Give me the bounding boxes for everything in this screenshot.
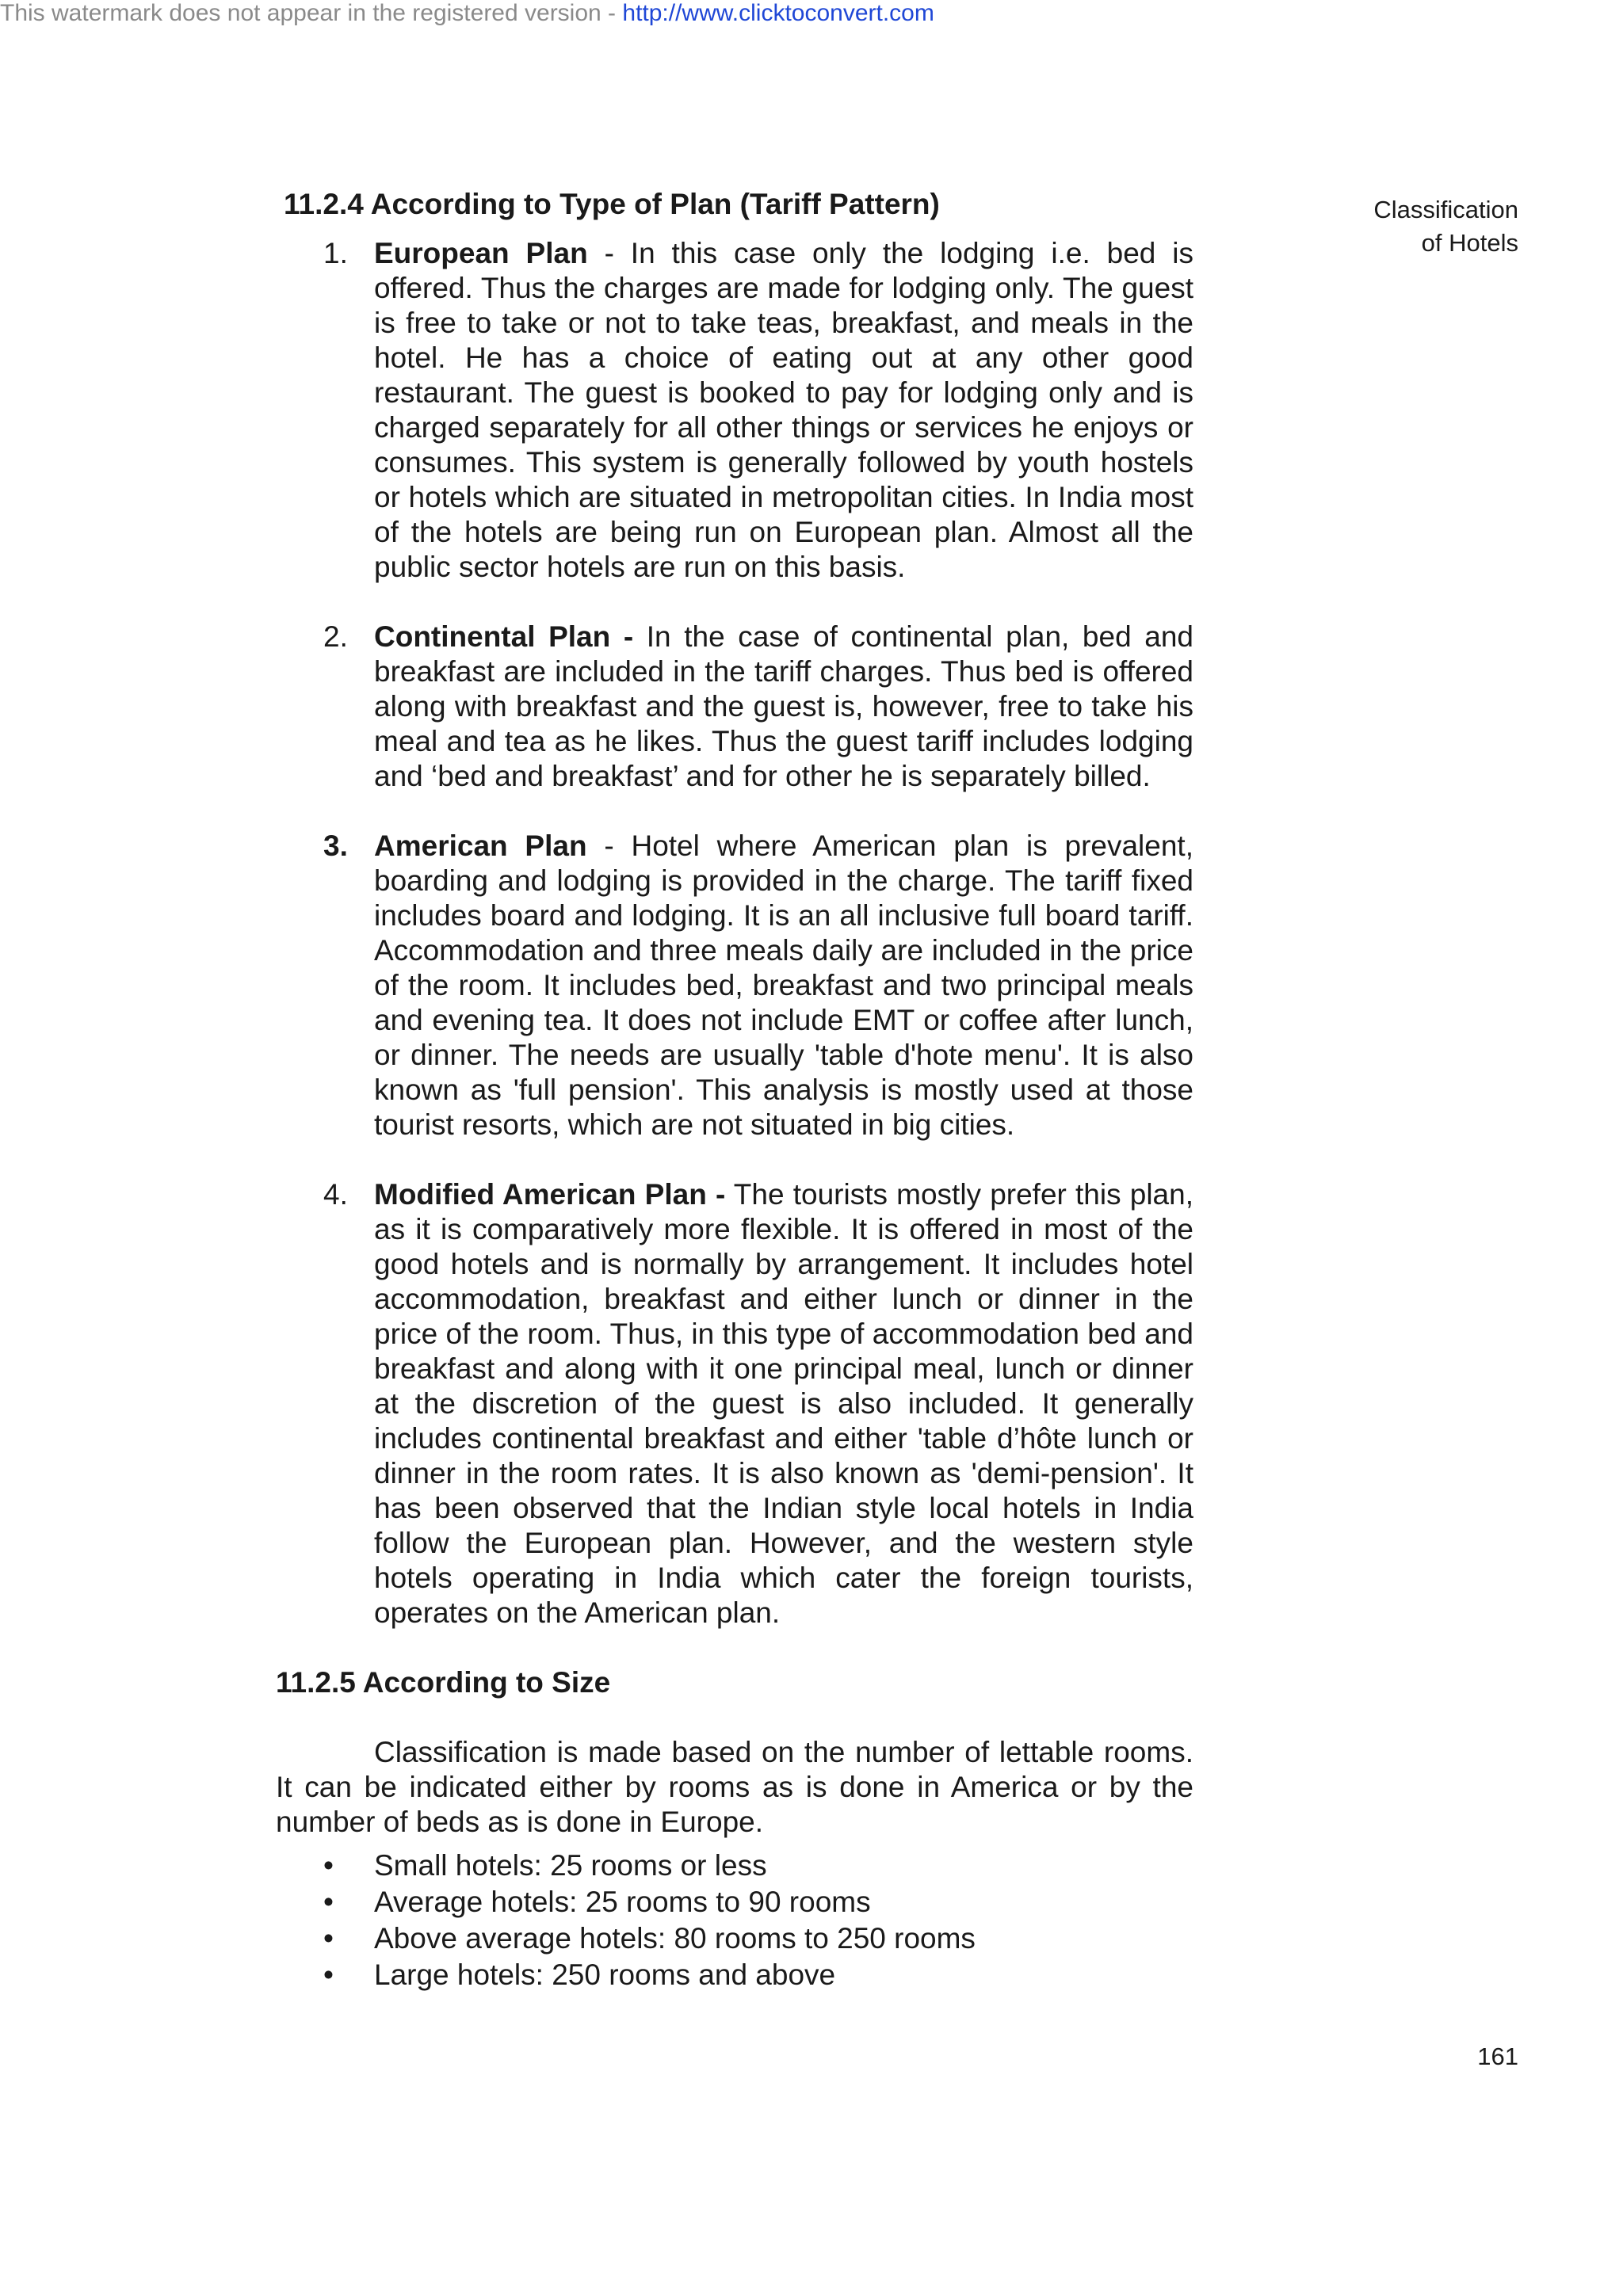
watermark-banner (0, 0, 934, 27)
plan-list (276, 236, 1193, 1630)
list-number: 4. (323, 1178, 348, 1211)
size-intro-paragraph: Classification is made based on the number of lettable rooms. It can be indicated either by rooms as is done in America or by the number of beds as is done in Europe. (276, 1736, 1193, 1838)
bullet-icon: • (323, 1849, 334, 1882)
plan-description: The tourists mostly prefer this plan, as it is comparatively more flexible. It is offered in most of the good hotels and is normally by arrangement. It includes hotel accommodation, breakfast and either lunch or dinner in the price of the room. Thus, in this type of accommodation bed and breakfast and along with it one principal meal, lunch or dinner at the discretion of the guest is also included. It generally includes continental breakfast and either 'table d’hôte lunch or dinner in the room rates. It is also known as 'demi-pension'. It has been observed that the Indian style local hotels in India follow the European plan. However, and the western style hotels operating in India which cater the foreign tourists, operates on the American plan. (374, 1178, 1193, 1629)
plan-term: Continental Plan - (374, 620, 634, 653)
plan-description: In the case of continental plan, bed and breakfast are included in the tariff charges. Thus bed is offered along with breakfast and the guest is, however, free to take his meal and tea as he likes. Thus the guest tariff includes lodging and ‘bed and breakfast’ and for other he is separately billed. (374, 620, 1193, 792)
list-item (276, 1920, 1193, 1957)
section-heading-plan: 11.2.4 According to Type of Plan (Tariff Pattern) (284, 188, 940, 220)
plan-description: - Hotel where American plan is prevalent, boarding and lodging is provided in the charge. The tariff fixed includes board and lodging. It is an all inclusive full board tariff. Accommodation and three meals daily are included in the price of the room. It includes bed, breakfast and two principal meals and evening tea. It does not include EMT or coffee after lunch, or dinner. The needs are usually 'table d'hote menu'. It is also known as 'full pension'. This analysis is mostly used at those tourist resorts, which are not situated in big cities. (374, 830, 1193, 1141)
list-item (276, 1957, 1193, 1993)
list-item-body (374, 620, 1193, 794)
plan-term: American Plan (374, 830, 587, 862)
list-item-body (374, 829, 1193, 1142)
side-note (1281, 193, 1518, 260)
list-number: 2. (323, 620, 348, 653)
list-item-body (374, 1177, 1193, 1630)
plan-term: Modified American Plan - (374, 1178, 726, 1211)
list-number: 1. (323, 237, 348, 269)
size-category: Large hotels: 250 rooms and above (374, 1958, 836, 1991)
watermark-text: This watermark does not appear in the registered version - (0, 0, 623, 26)
side-note-line-1: Classification (1373, 196, 1518, 223)
list-item-body (374, 236, 1193, 585)
plan-item-european (276, 236, 1193, 585)
plan-item-american (276, 829, 1193, 1142)
list-item (276, 1848, 1193, 1884)
size-category: Average hotels: 25 rooms to 90 rooms (374, 1886, 871, 1918)
bullet-icon: • (323, 1922, 334, 1955)
section-heading-size: 11.2.5 According to Size (276, 1666, 611, 1699)
list-number: 3. (323, 830, 348, 862)
size-list (276, 1848, 1193, 1993)
bullet-icon: • (323, 1886, 334, 1918)
page-number: 161 (1477, 2042, 1518, 2070)
side-note-line-2: of Hotels (1421, 229, 1518, 257)
plan-item-continental (276, 620, 1193, 794)
size-category: Above average hotels: 80 rooms to 250 rooms (374, 1922, 976, 1955)
page-content (276, 187, 1193, 1993)
list-item (276, 1884, 1193, 1920)
size-category: Small hotels: 25 rooms or less (374, 1849, 767, 1882)
plan-item-modified-american (276, 1177, 1193, 1630)
watermark-link[interactable]: http://www.clicktoconvert.com (622, 0, 934, 26)
plan-term: European Plan (374, 237, 588, 269)
bullet-icon: • (323, 1958, 334, 1991)
plan-description: - In this case only the lodging i.e. bed is offered. Thus the charges are made for lodging only. The guest is free to take or not to take teas, breakfast, and meals in the hotel. He has a choice of eating out at any other good restaurant. The guest is booked to pay for lodging only and is charged separately for all other things or services he enjoys or consumes. This system is generally followed by youth hostels or hotels which are situated in metropolitan cities. In India most of the hotels are being run on European plan. Almost all the public sector hotels are run on this basis. (374, 237, 1193, 583)
